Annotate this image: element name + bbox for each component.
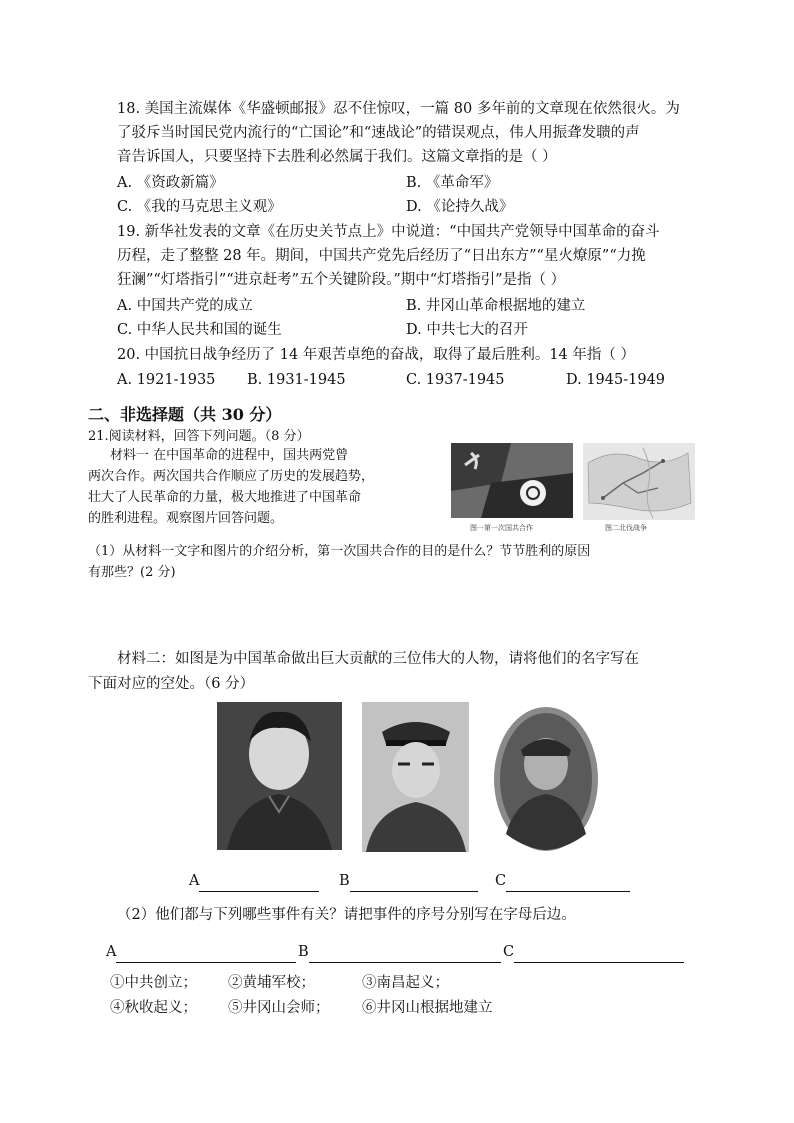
portrait-c-image <box>491 704 602 854</box>
q18-option-d: D. 《论持久战》 <box>406 199 514 215</box>
q21-intro: 21.阅读材料，回答下列问题。（8 分） <box>88 429 310 444</box>
answer-b <box>298 941 501 963</box>
q19-option-d: D. 中共七大的召开 <box>406 322 528 338</box>
q20-option-a: A. 1921-1935 <box>117 372 216 388</box>
answer-c-label: C <box>503 944 515 960</box>
q20-line-1: 20. 中国抗日战争经历了 14 年艰苦卓绝的奋战，取得了最后胜利。14 年指（ ） <box>117 347 636 363</box>
blank-a-line[interactable] <box>199 875 319 892</box>
q19-line-3: 狂澜”“灯塔指引”“进京赶考”五个关键阶段。”期中“灯塔指引”是指（ ） <box>117 272 566 288</box>
event-4-text: 秋收起义； <box>124 1000 197 1016</box>
q18-line-2: 了驳斥当时国民党内流行的“亡国论”和“速战论”的错误观点，伟人用振聋发聩的声 <box>117 125 640 141</box>
event-2 <box>228 972 315 994</box>
figure1-caption: 图一第一次国共合作 <box>470 524 533 532</box>
q19-line-1: 19. 新华社发表的文章《在历史关节点上》中说道：“中国共产党领导中国革命的奋斗 <box>117 224 660 240</box>
blank-a <box>189 870 319 892</box>
answer-a <box>106 941 296 963</box>
blank-c-line[interactable] <box>506 875 630 892</box>
portrait-a-image <box>217 702 342 850</box>
portrait-a <box>217 702 342 850</box>
answer-a-label: A <box>106 944 117 960</box>
blank-c-label: C <box>495 873 507 889</box>
flag-photo <box>451 443 573 518</box>
event-5-number: ⑤ <box>228 1000 243 1016</box>
event-4 <box>110 997 197 1019</box>
answer-a-line[interactable] <box>116 946 296 963</box>
q19-line-2: 历程，走了整整 28 年。期间，中国共产党先后经历了“日出东方”“星火燎原”“力挽 <box>117 248 646 264</box>
portrait-b <box>362 702 469 852</box>
blank-c <box>495 870 630 892</box>
sub1-line-2: 有那些？(2 分) <box>88 565 176 580</box>
answer-b-label: B <box>298 944 309 960</box>
event-1-text: 中共创立； <box>124 975 197 991</box>
event-5 <box>228 997 330 1019</box>
blank-b-label: B <box>339 873 350 889</box>
event-2-text: 黄埔军校； <box>242 975 315 991</box>
q20-option-d: D. 1945-1949 <box>566 372 666 388</box>
event-1 <box>110 972 197 994</box>
event-3 <box>362 972 449 994</box>
map-illustration <box>583 443 695 520</box>
map-photo <box>583 443 695 520</box>
material2-line-2: 下面对应的空处。（6 分） <box>88 676 255 692</box>
q20-option-c: C. 1937-1945 <box>406 372 505 388</box>
section-title: 二、非选择题（共 30 分） <box>88 405 282 424</box>
material1-line-2: 两次合作。两次国共合作顺应了历史的发展趋势， <box>88 469 375 484</box>
answer-c-line[interactable] <box>514 946 684 963</box>
sub1-line-1: （1）从材料一文字和图片的介绍分析，第一次国共合作的目的是什么？节节胜利的原因 <box>88 544 591 559</box>
answer-c <box>503 941 684 963</box>
event-3-number: ③ <box>362 975 377 991</box>
q18-option-b: B. 《革命军》 <box>406 175 499 191</box>
event-5-text: 井冈山会师； <box>242 1000 330 1016</box>
q18-line-1: 18. 美国主流媒体《华盛顿邮报》忍不住惊叹，一篇 80 多年前的文章现在依然很火。为 <box>117 101 680 117</box>
event-6-text: 井冈山根据地建立 <box>376 1000 493 1016</box>
event-6-number: ⑥ <box>362 1000 377 1016</box>
material1-line-4: 的胜利进程。观察图片回答问题。 <box>88 511 284 526</box>
blank-b-line[interactable] <box>350 875 478 892</box>
event-1-number: ① <box>110 975 125 991</box>
flag-illustration <box>451 443 573 518</box>
figure2-caption: 图二北伐战争 <box>605 524 647 532</box>
material1-line-3: 壮大了人民革命的力量，极大地推进了中国革命 <box>88 490 362 505</box>
event-4-number: ④ <box>110 1000 125 1016</box>
q20-option-b: B. 1931-1945 <box>247 372 346 388</box>
portrait-b-image <box>362 702 469 852</box>
q19-option-b: B. 井冈山革命根据地的建立 <box>406 298 586 314</box>
event-2-number: ② <box>228 975 243 991</box>
blank-b <box>339 870 478 892</box>
blank-a-label: A <box>189 873 200 889</box>
q18-option-c: C. 《我的马克思主义观》 <box>117 199 282 215</box>
material2-line-1: 材料二：如图是为中国革命做出巨大贡献的三位伟大的人物，请将他们的名字写在 <box>117 651 639 667</box>
sub2-text: （2）他们都与下列哪些事件有关？请把事件的序号分别写在字母后边。 <box>117 907 576 923</box>
q18-option-a: A. 《资政新篇》 <box>117 175 224 191</box>
q18-line-3: 音告诉国人，只要坚持下去胜利必然属于我们。这篇文章指的是（ ） <box>117 149 557 165</box>
material1-line-1: 材料一 在中国革命的进程中，国共两党曾 <box>110 448 349 463</box>
q19-option-a: A. 中国共产党的成立 <box>117 298 253 314</box>
answer-b-line[interactable] <box>309 946 501 963</box>
q19-option-c: C. 中华人民共和国的诞生 <box>117 322 282 338</box>
portrait-c <box>491 704 602 854</box>
event-3-text: 南昌起义； <box>376 975 449 991</box>
event-6 <box>362 997 493 1019</box>
